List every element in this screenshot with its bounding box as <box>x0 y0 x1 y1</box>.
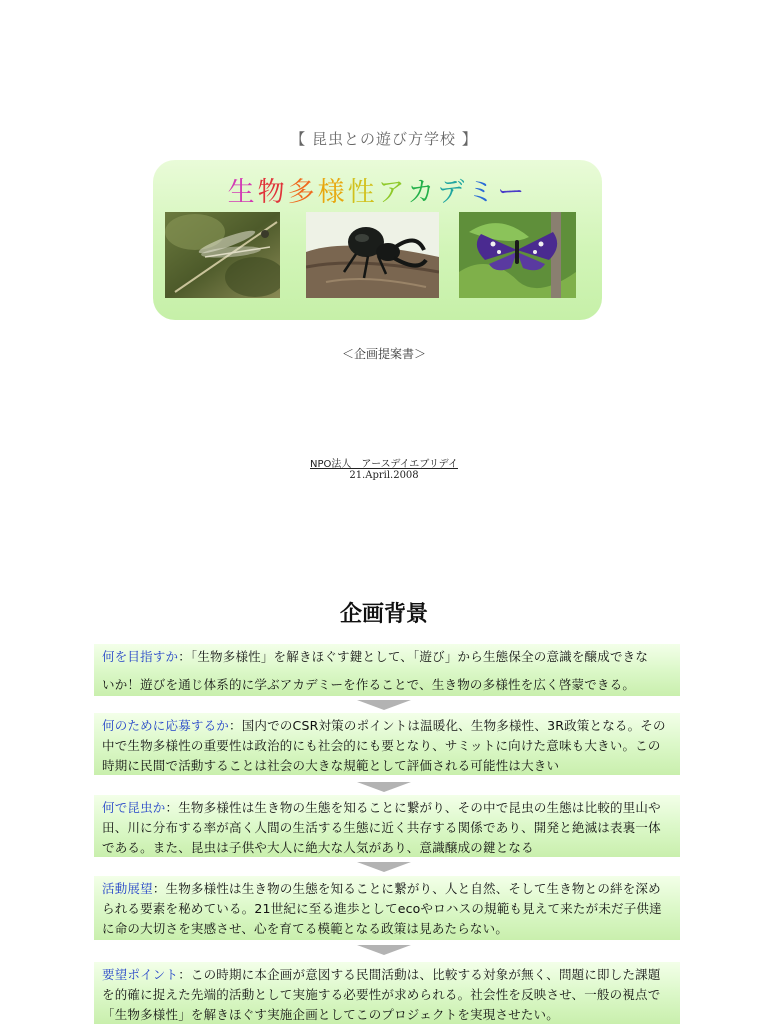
down-arrow-icon <box>357 945 411 955</box>
document-subtitle: 【 昆虫との遊び方学校 】 <box>290 130 478 148</box>
box-label: 何で昆虫か <box>102 800 166 815</box>
box-text: ：生物多様性は生き物の生態を知ることに繋がり、人と自然、そして生き物との絆を深められる要素を秘めている。21世紀に至る進歩としてecoやロハスの規範も見えて来たが未だ子供達に命の大切さを実感させ、心を育てる模範となる政策は見あたらない。 <box>102 881 662 936</box>
box-label: 要望ポイント <box>102 967 179 982</box>
organization-name: NPO法人 アースデイエブリデイ <box>310 459 458 470</box>
banner-title-char: 生 <box>227 177 258 208</box>
title-banner <box>153 160 602 320</box>
box-label: 何のために応募するか <box>102 718 230 733</box>
document-type: ＜企画提案書＞ <box>341 347 426 361</box>
box-label: 活動展望 <box>102 881 153 896</box>
section-title: 企画背景 <box>339 602 428 627</box>
banner-title-char: ー <box>497 177 528 208</box>
box-text: ：この時期に本企画が意図する民間活動は、比較する対象が無く、問題に即した課題を的確に捉えた先端的活動として実施する必要性が求められる。社会性を反映させ、一般の視点で「生物多様性」を解きほぐす実施企画としてこのプロジェクトを実現させたい。 <box>102 967 661 1022</box>
box-text: ：生物多様性は生き物の生態を知ることに繋がり、その中で昆虫の生態は比較的里山や田、川に分布する率が高く人間の生活する生態に近く共存する関係であり、開発と絶滅は表裏一体である。また、昆虫は子供や大人に絶大な人気があり、意識醸成の鍵となる <box>102 800 661 855</box>
down-arrow-icon <box>357 782 411 792</box>
banner-title-char: 多 <box>287 177 318 208</box>
box-text: ：国内でのCSR対策のポイントは温暖化、生物多様性、3R政策となる。その中で生物多様性の重要性は政治的にも社会的にも要となり、サミットに向けた意味も大きい。この時期に民間で活動することは社会の大きな規範として評価される可能性は大きい <box>102 718 666 773</box>
banner-title-char: カ <box>407 177 438 208</box>
banner-title-char: 様 <box>317 177 348 208</box>
box-text: ：「生物多様性」を解きほぐす鍵として、「遊び」から生態保全の意識を醸成できな <box>178 649 649 664</box>
banner-title-char: ア <box>377 177 408 208</box>
down-arrow-icon <box>357 862 411 872</box>
damselfly-photo <box>165 212 280 298</box>
butterfly-photo <box>459 212 576 298</box>
banner-title-char: ミ <box>467 177 498 208</box>
background-box-goal <box>94 644 680 696</box>
banner-title-char: デ <box>437 177 468 208</box>
banner-title-char: 性 <box>347 177 378 208</box>
box-text-continued: いか！遊びを通じ体系的に学ぶアカデミーを作ることで、生き物の多様性を広く啓蒙できる。 <box>102 677 636 692</box>
banner-title-char: 物 <box>257 177 288 208</box>
banner-title <box>153 170 602 209</box>
background-box-why-insects <box>94 795 680 857</box>
stag-beetle-photo <box>306 212 439 298</box>
background-box-purpose <box>94 713 680 775</box>
background-box-request-points <box>94 962 680 1024</box>
background-box-outlook <box>94 876 680 940</box>
box-label: 何を目指すか <box>102 649 179 664</box>
document-date: 21.April.2008 <box>349 470 419 481</box>
down-arrow-icon <box>357 700 411 710</box>
